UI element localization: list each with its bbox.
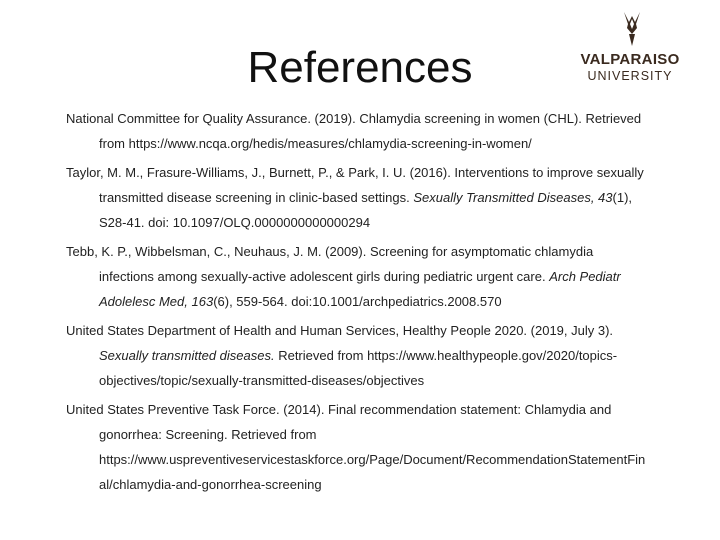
- reference-italic-text: Adolelesc Med, 163: [99, 294, 214, 309]
- page-title: References: [247, 43, 473, 92]
- reference-text: Taylor, M. M., Frasure-Williams, J., Burnett, P., & Park, I. U. (2016). Interventions to improve sexually: [66, 165, 644, 180]
- reference-text: United States Preventive Task Force. (2014). Final recommendation statement: Chlamydia and: [66, 402, 612, 417]
- reference-text: transmitted disease screening in clinic-based settings.: [99, 190, 414, 205]
- logo-text-university: UNIVERSITY: [587, 69, 673, 83]
- reference-text: United States Department of Health and Human Services, Healthy People 2020. (2019, July 3).: [66, 323, 614, 338]
- university-logo: [572, 10, 688, 82]
- reference-line: [66, 289, 696, 314]
- reference-line: [66, 160, 696, 185]
- reference-line: [66, 318, 696, 343]
- reference-entry: [66, 239, 696, 314]
- reference-text: https://www.uspreventiveservicestaskforce.org/Page/Document/RecommendationStatementFin: [99, 452, 646, 467]
- logo-text-valparaiso: VALPARAISO: [580, 51, 680, 68]
- reference-italic-text: Sexually Transmitted Diseases, 43: [413, 190, 613, 205]
- reference-line: [66, 447, 696, 472]
- reference-text: al/chlamydia-and-gonorrhea-screening: [99, 477, 322, 492]
- reference-text: infections among sexually-active adolescent girls during pediatric urgent care.: [99, 269, 550, 284]
- reference-line: [66, 397, 696, 422]
- reference-line: [66, 106, 696, 131]
- reference-text: Retrieved from https://www.healthypeople.gov/2020/topics-: [274, 348, 618, 363]
- reference-italic-text: Sexually transmitted diseases.: [99, 348, 275, 363]
- reference-line: [66, 422, 696, 447]
- reference-line: [66, 343, 696, 368]
- reference-line: [66, 185, 696, 210]
- reference-italic-text: Arch Pediatr: [549, 269, 621, 284]
- reference-entry: [66, 160, 696, 235]
- reference-line: [66, 472, 696, 497]
- reference-line: [66, 210, 696, 235]
- reference-list: [66, 106, 696, 501]
- reference-line: [66, 368, 696, 393]
- reference-text: (1),: [612, 190, 633, 205]
- reference-text: from https://www.ncqa.org/hedis/measures/chlamydia-screening-in-women/: [99, 136, 532, 151]
- reference-text: S28-41. doi: 10.1097/OLQ.0000000000000294: [99, 215, 371, 230]
- reference-line: [66, 131, 696, 156]
- valparaiso-torch-icon: [620, 10, 644, 48]
- reference-entry: [66, 106, 696, 156]
- reference-line: [66, 264, 696, 289]
- reference-text: Tebb, K. P., Wibbelsman, C., Neuhaus, J. M. (2009). Screening for asymptomatic chlamydia: [66, 244, 594, 259]
- reference-line: [66, 239, 696, 264]
- reference-entry: [66, 318, 696, 393]
- reference-text: objectives/topic/sexually-transmitted-diseases/objectives: [99, 373, 425, 388]
- reference-text: (6), 559-564. doi:10.1001/archpediatrics.2008.570: [213, 294, 502, 309]
- reference-text: gonorrhea: Screening. Retrieved from: [99, 427, 317, 442]
- reference-entry: [66, 397, 696, 497]
- reference-text: National Committee for Quality Assurance. (2019). Chlamydia screening in women (CHL). Retrieved: [66, 111, 642, 126]
